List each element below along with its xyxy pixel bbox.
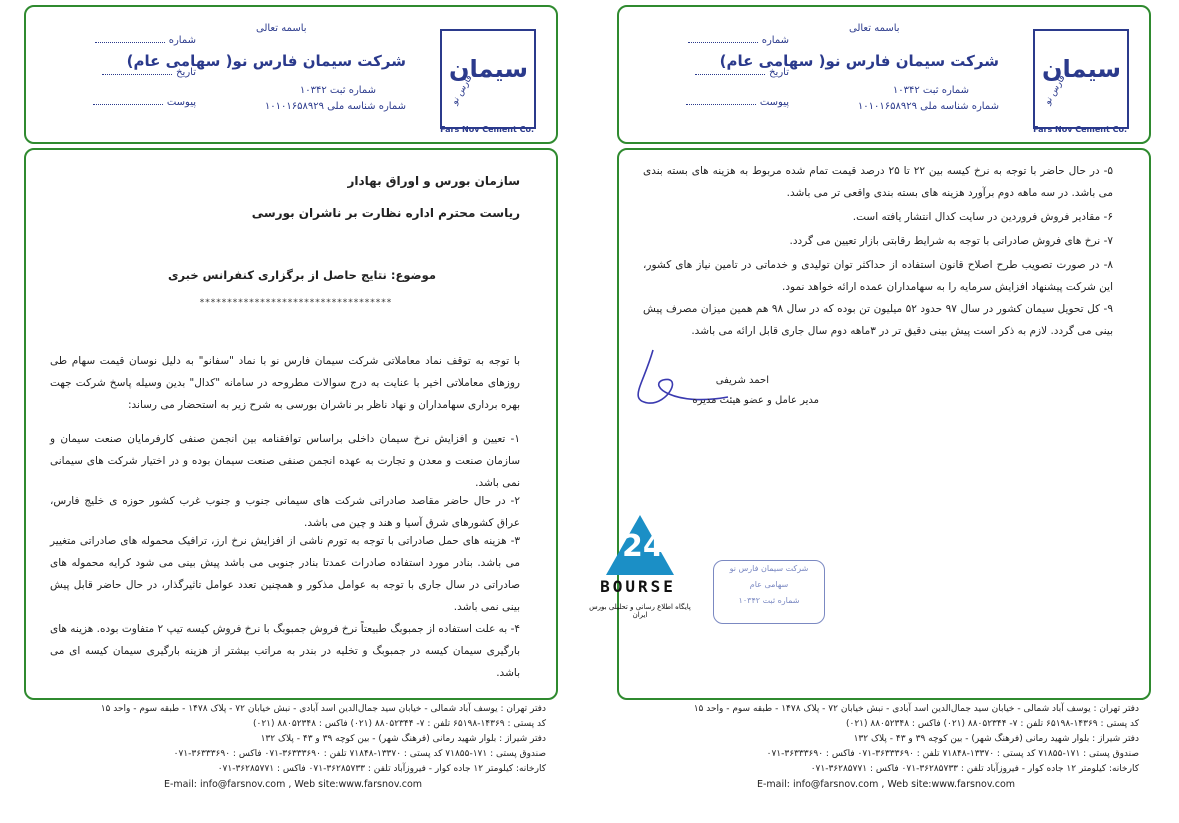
basmala: باسمه تعالی [849, 23, 900, 34]
date-field: تاریخ [659, 67, 789, 78]
company-english-name: Fars Nov Cement Co. [440, 125, 534, 134]
registration-number: شماره ثبت ۱۰۳۴۲ [299, 85, 376, 96]
national-id: شماره شناسه ملی ۱۰۱۰۱۶۵۸۹۲۹ [264, 101, 406, 112]
basmala: باسمه تعالی [256, 23, 307, 34]
letterhead [24, 5, 558, 144]
national-id: شماره شناسه ملی ۱۰۱۰۱۶۵۸۹۲۹ [857, 101, 999, 112]
intro-paragraph: با توجه به توقف نماد معاملاتی شرکت سیمان فارس نو با نماد "سفانو" به دلیل نوسان قیمت سهام طی روزهای معاملاتی اخیر با عنایت به درج سوالات مطروحه در سامانه "کدال" بدین وسیله پاسخ شرکت جهت بهره برداری سهامداران و نهاد ناظر بر ناشران بورسی به شرح زیر به استحضار می رساند: [50, 355, 520, 411]
registration-number: شماره ثبت ۱۰۳۴۲ [892, 85, 969, 96]
list-item-6: ۶- مقادیر فروش فروردین در سایت کدال انتشار یافته است. [852, 211, 1113, 223]
footer-email: E-mail: info@farsnov.com , Web site:www.farsnov.com [163, 779, 423, 790]
footer-email: E-mail: info@farsnov.com , Web site:www.farsnov.com [756, 779, 1016, 790]
letter-page-1 [12, 5, 574, 817]
company-english-name: Fars Nov Cement Co. [1033, 125, 1127, 134]
list-item-4: ۴- به علت استفاده از جمبوبگ طبیعتاً نرخ فروش جمبوبگ با نرخ فروش کیسه تیپ ۲ متفاوت بوده. هزینه های بارگیری سیمان کیسه در جمبوبگ و تخلیه در بندر به مراتب بیشتر از هزینه بارگیری سیمان کیسه ای می باشد. [50, 623, 520, 679]
signer-name: احمد شریفی [715, 375, 769, 386]
list-item-9: ۹- کل تحویل سیمان کشور در سال ۹۷ حدود ۵۲ میلیون تن بوده که در سال ۹۸ هم همین میزان مصرف پیش بینی می گردد. لازم به ذکر است پیش بینی دقیق تر در ۳ماهه دوم سال جاری قابل ارائه می باشد. [643, 303, 1113, 337]
company-stamp: شرکت سیمان فارس نو سهامی عام شماره ثبت ۱۰۳۴۲ [713, 560, 825, 624]
number-field: شماره [659, 35, 789, 46]
company-name: شرکت سیمان فارس نو( سهامی عام) [719, 52, 999, 70]
list-item-1: ۱- تعیین و افزایش نرخ سیمان داخلی براساس توافقنامه بین انجمن صنفی کارفرمایان صنعت سیمان و سازمان صنعت و معدن و تجارت به عهده انجمن صنفی صنعت سیمان بوده و در اختیار شرکت های سیمانی نمی باشد. [50, 433, 520, 489]
list-item-2: ۲- در حال حاضر مقاصد صادراتی شرکت های سیمانی جنوب و جنوب غرب کشور حوزه ی خلیج فارس، عراق کشورهای شرق آسیا و هند و چین می باشد. [50, 495, 520, 529]
attachment-field: پیوست [659, 97, 789, 108]
recipient-1: سازمان بورس و اوراق بهادار [347, 174, 520, 188]
bourse24-watermark-logo: 24 BOURSE پایگاه اطلاع رسانی و تحلیلی بورس ایران [578, 515, 698, 625]
list-item-8: ۸- در صورت تصویب طرح اصلاح قانون استفاده از حداکثر توان تولیدی و خدماتی در تامین نیاز های کشور، این شرکت پیشنهاد افزایش سرمایه را به سهامداران عمده ارائه خواهد نمود. [643, 259, 1113, 293]
letterhead [617, 5, 1151, 144]
number-field: شماره [66, 35, 196, 46]
letter-footer: دفتر تهران : یوسف آباد شمالی - خیابان سید جمال‌الدین اسد آبادی - نبش خیابان ۷۲ - پلاک ۱۴۷۸ - طبقه سوم - واحد ۱۵ کد پستی : ۱۴۳۶۹-۶۵۱۹۸ تلفن : ۷- ۸۸۰۵۲۳۴۴ (۰۲۱) فاکس : ۸۸۰۵۲۳۴۸ (۰۲۱) دفتر شیراز : بلوار شهید رمانی (فرهنگ شهر) - بین کوچه ۳۹ و ۴۳ - پلاک ۱۳۲ صندوق پستی : ۱۷۱-۷۱۸۵۵ کد پستی : ۱۳۳۷۰-۷۱۸۴۸ تلفن : ۳۶۳۳۳۶۹۰-۰۷۱ فاکس : ۳۶۳۳۳۶۹۰-۰۷۱ کارخانه: کیلومتر ۱۲ جاده کوار - فیروزآباد تلفن : ۳۶۲۸۵۷۳۳-۰۷۱ فاکس : ۳۶۲۸۵۷۷۱-۰۷۱ E-mail: info@farsnov.com , Web site:www.farsnov.com [605, 702, 1167, 812]
company-name: شرکت سیمان فارس نو( سهامی عام) [126, 52, 406, 70]
list-item-7: ۷- نرخ های فروش صادراتی با توجه به شرایط رقابتی بازار تعیین می گردد. [789, 235, 1113, 247]
date-field: تاریخ [66, 67, 196, 78]
letter-footer: دفتر تهران : یوسف آباد شمالی - خیابان سید جمال‌الدین اسد آبادی - نبش خیابان ۷۲ - پلاک ۱۴۷۸ - طبقه سوم - واحد ۱۵ کد پستی : ۱۴۳۶۹-۶۵۱۹۸ تلفن : ۷- ۸۸۰۵۲۳۴۴ (۰۲۱) فاکس : ۸۸۰۵۲۳۴۸ (۰۲۱) دفتر شیراز : بلوار شهید رمانی (فرهنگ شهر) - بین کوچه ۳۹ و ۴۳ - پلاک ۱۳۲ صندوق پستی : ۱۷۱-۷۱۸۵۵ کد پستی : ۱۳۳۷۰-۷۱۸۴۸ تلفن : ۳۶۳۳۳۶۹۰-۰۷۱ فاکس : ۳۶۳۳۳۶۹۰-۰۷۱ کارخانه: کیلومتر ۱۲ جاده کوار - فیروزآباد تلفن : ۳۶۲۸۵۷۳۳-۰۷۱ فاکس : ۳۶۲۸۵۷۷۱-۰۷۱ E-mail: info@farsnov.com , Web site:www.farsnov.com [12, 702, 574, 812]
recipient-2: ریاست محترم اداره نظارت بر ناشران بورسی [251, 206, 520, 220]
letter-page-2 [605, 5, 1167, 817]
list-item-3: ۳- هزینه های حمل صادراتی با توجه به تورم ناشی از افزایش نرخ ارز، ترافیک محموله های صادراتی متغییر می باشد. بنادر مورد استفاده صادرات عمدتا بنادر جنوبی می باشد پیش بینی می شود کرایه محموله های صادراتی در سال جاری با توجه به عوامل مذکور و همچنین تعدد عوامل تاثیرگذار، در حال حاضر قابل پیش بینی نمی باشد. [50, 535, 520, 613]
separator-stars: *********************************** [199, 298, 393, 308]
letter-body [24, 148, 558, 700]
company-logo: سیمان فارس نو [1033, 29, 1129, 129]
signer-title: مدیر عامل و عضو هیئت مدیره [692, 395, 819, 406]
subject-line: موضوع: نتایج حاصل از برگزاری کنفرانس خبری [167, 268, 436, 282]
company-logo: سیمان فارس نو [440, 29, 536, 129]
attachment-field: پیوست [66, 97, 196, 108]
list-item-5: ۵- در حال حاضر با توجه به نرخ کیسه بین ۲۲ تا ۲۵ درصد قیمت تمام شده مربوط به هزینه های بسته بندی می باشد. در سه ماهه دوم برآورد هزینه های بسته بندی واقعی تر می باشد. [643, 165, 1114, 199]
